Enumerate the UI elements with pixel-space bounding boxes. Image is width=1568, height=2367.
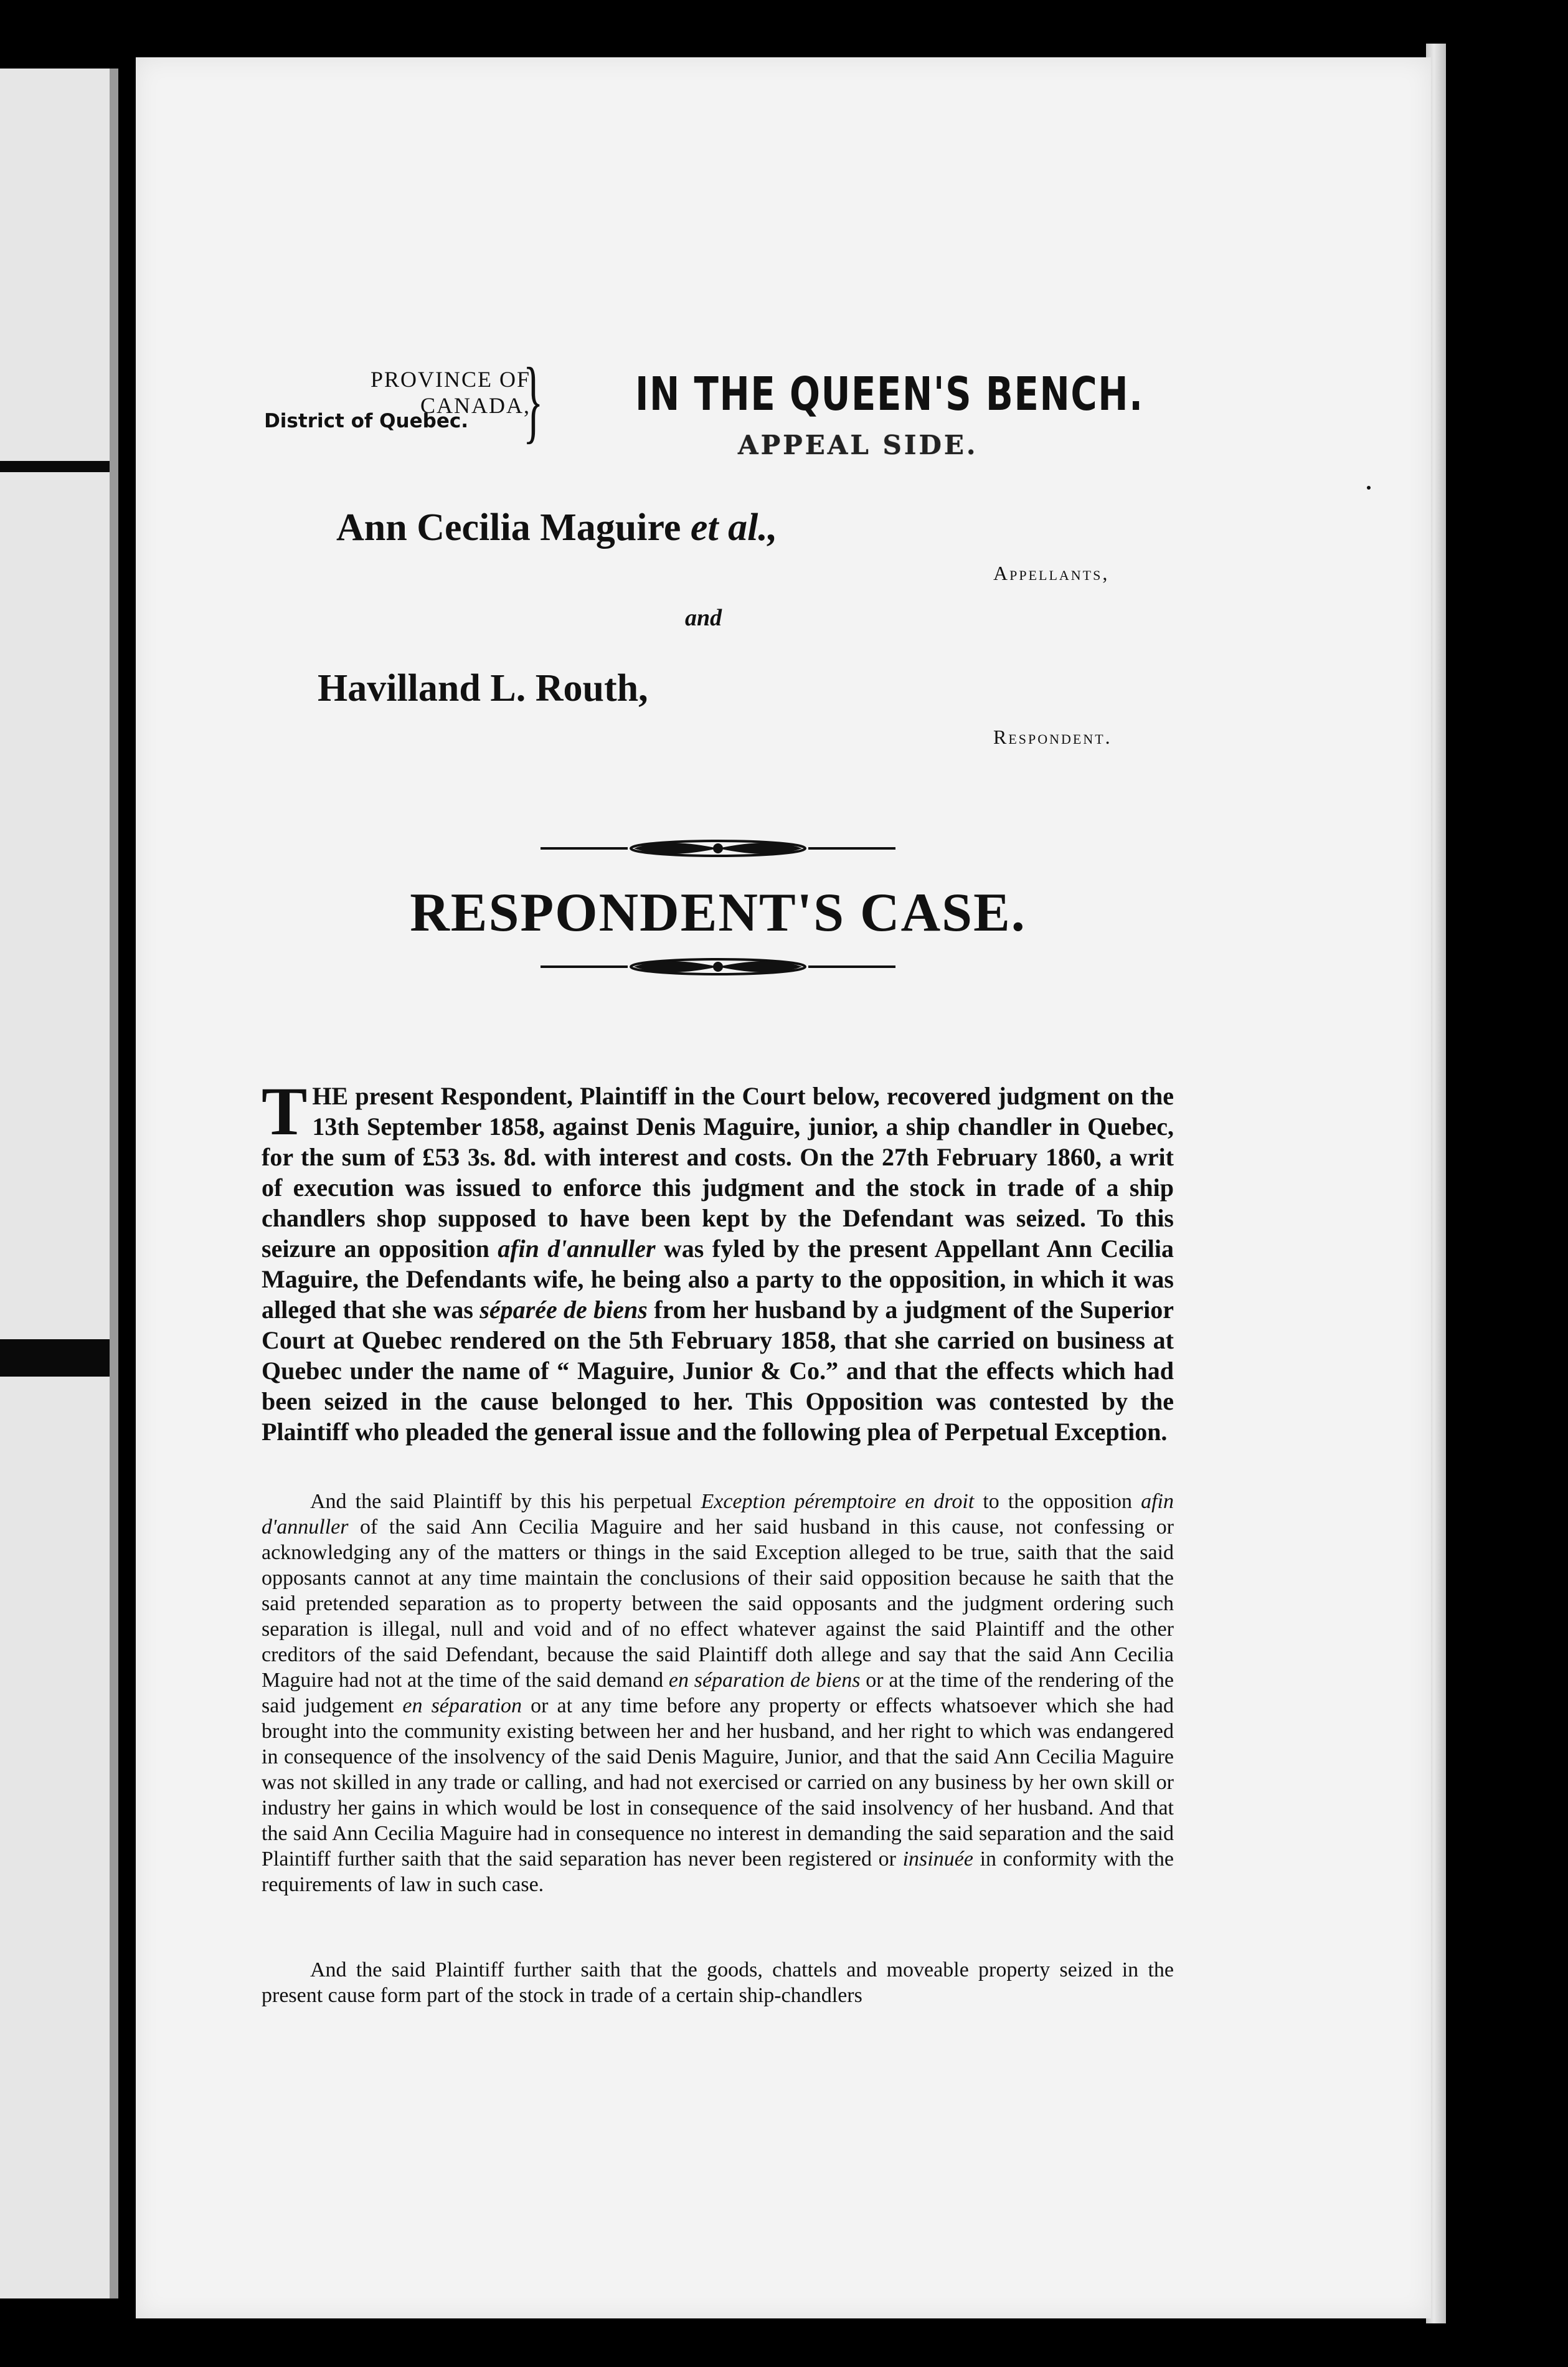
- district-label: District of Quebec.: [264, 410, 468, 432]
- appellant-suffix: et al.,: [690, 506, 778, 549]
- margin-mark: [1367, 486, 1371, 490]
- appellant-name: [336, 506, 777, 550]
- ornament-divider-top: [541, 836, 895, 861]
- case-title: RESPONDENT'S CASE.: [410, 883, 1026, 943]
- p2-text-f: in conformity with the requirements of law in such case.: [262, 1848, 1174, 1896]
- p1-text-c: from her husband by a judgment of the Superior Court at Quebec rendered on the 5th February 1858, that she carried on business at Quebec under the name of “ Maguire, Junior & Co.” and that the effects which had been seized in the cause belonged to her. This Opposition was contested by the Plaintiff who pleaded the general issue and the following plea of Perpetual Exception.: [262, 1296, 1174, 1446]
- page-spine: [110, 69, 118, 2298]
- appellant-name-text: Ann Cecilia Maguire: [336, 506, 681, 549]
- p1-text-b: was fyled by the present Appellant Ann Cecilia Maguire, the Defendants wife, he being also a party to the opposition, in which it was alleged that she was: [262, 1235, 1174, 1324]
- p1-italic-1: afin d'annuller: [498, 1235, 656, 1263]
- drop-cap: T: [262, 1073, 308, 1149]
- respondent-name: Havilland L. Routh,: [318, 667, 648, 709]
- p2-text-e: or at any time before any property or effects whatsoever which she had brought into the community existing between her and her husband, and her right to which was endangered in consequence of the insolvency of the said Denis Maguire, Junior, and that the said Ann Cecilia Maguire was not skilled in any trade or calling, and had not exercised or carried on any business by her own skill or industry her gains in which would be lost in consequence of the said insolvency of her husband. And that the said Ann Cecilia Maguire had in consequence no interest in demanding the said separation and the said Plaintiff further saith that the said separation has never been registered or: [262, 1694, 1174, 1871]
- conjunction: and: [685, 605, 722, 631]
- page-divider: [0, 461, 118, 472]
- page-divider: [0, 1339, 118, 1377]
- body-paragraph-1: [262, 1073, 1174, 1447]
- p2-italic-1: Exception péremptoire en droit: [701, 1490, 975, 1513]
- adjacent-page: [0, 69, 118, 2298]
- body-paragraph-2: [262, 1489, 1174, 1897]
- appellants-role: Appellants,: [993, 562, 1110, 584]
- p2-text-a: And the said Plaintiff by this his perpetual: [310, 1490, 701, 1513]
- body-paragraph-3: And the said Plaintiff further saith that the goods, chattels and moveable property seized in the present cause form part of the stock in trade of a certain ship-chandlers: [262, 1958, 1174, 2007]
- p1-italic-2: séparée de biens: [479, 1296, 648, 1324]
- p2-text-d: or at the time of the rendering of the said judgement: [262, 1669, 1174, 1717]
- p2-italic-5: insinuée: [902, 1848, 973, 1871]
- brace-icon: }: [523, 349, 544, 452]
- p2-text-c: of the said Ann Cecilia Maguire and her said husband in this cause, not confessing or acknowledging any of the matters or things in the said Exception alleged to be true, saith that the said opposants cannot at any time maintain the conclusions of their said opposition because he saith that the said pretended separation as to property between the said opposants and the judgment ordering such separation is illegal, null and void and of no effect whatever against the said Plaintiff and the other creditors of the said Defendant, because the said Plaintiff doth allege and say that the said Ann Cecilia Maguire had not at the time of the said demand: [262, 1516, 1174, 1692]
- p2-italic-4: en séparation: [402, 1694, 522, 1717]
- p2-italic-3: en séparation de biens: [668, 1669, 861, 1692]
- court-title: IN THE QUEEN'S BENCH.: [635, 368, 1144, 421]
- province-label: PROVINCE OF CANADA,: [370, 367, 531, 418]
- appeal-side-label: APPEAL SIDE.: [738, 430, 978, 460]
- p2-italic-2: afin d'annuller: [262, 1490, 1174, 1539]
- p2-text-b: to the opposition: [974, 1490, 1141, 1513]
- respondent-role: Respondent.: [993, 726, 1112, 748]
- ornament-divider-bottom: [541, 954, 895, 979]
- p1-text-a: HE present Respondent, Plaintiff in the Court below, recovered judgment on the 13th September 1858, against Denis Maguire, junior, a ship chandler in Quebec, for the sum of £53 3s. 8d. with interest and costs. On the 27th February 1860, a writ of execution was issued to enforce this judgment and the stock in trade of a ship chandlers shop supposed to have been kept by the Defendant was seized. To this seizure an opposition: [262, 1082, 1174, 1263]
